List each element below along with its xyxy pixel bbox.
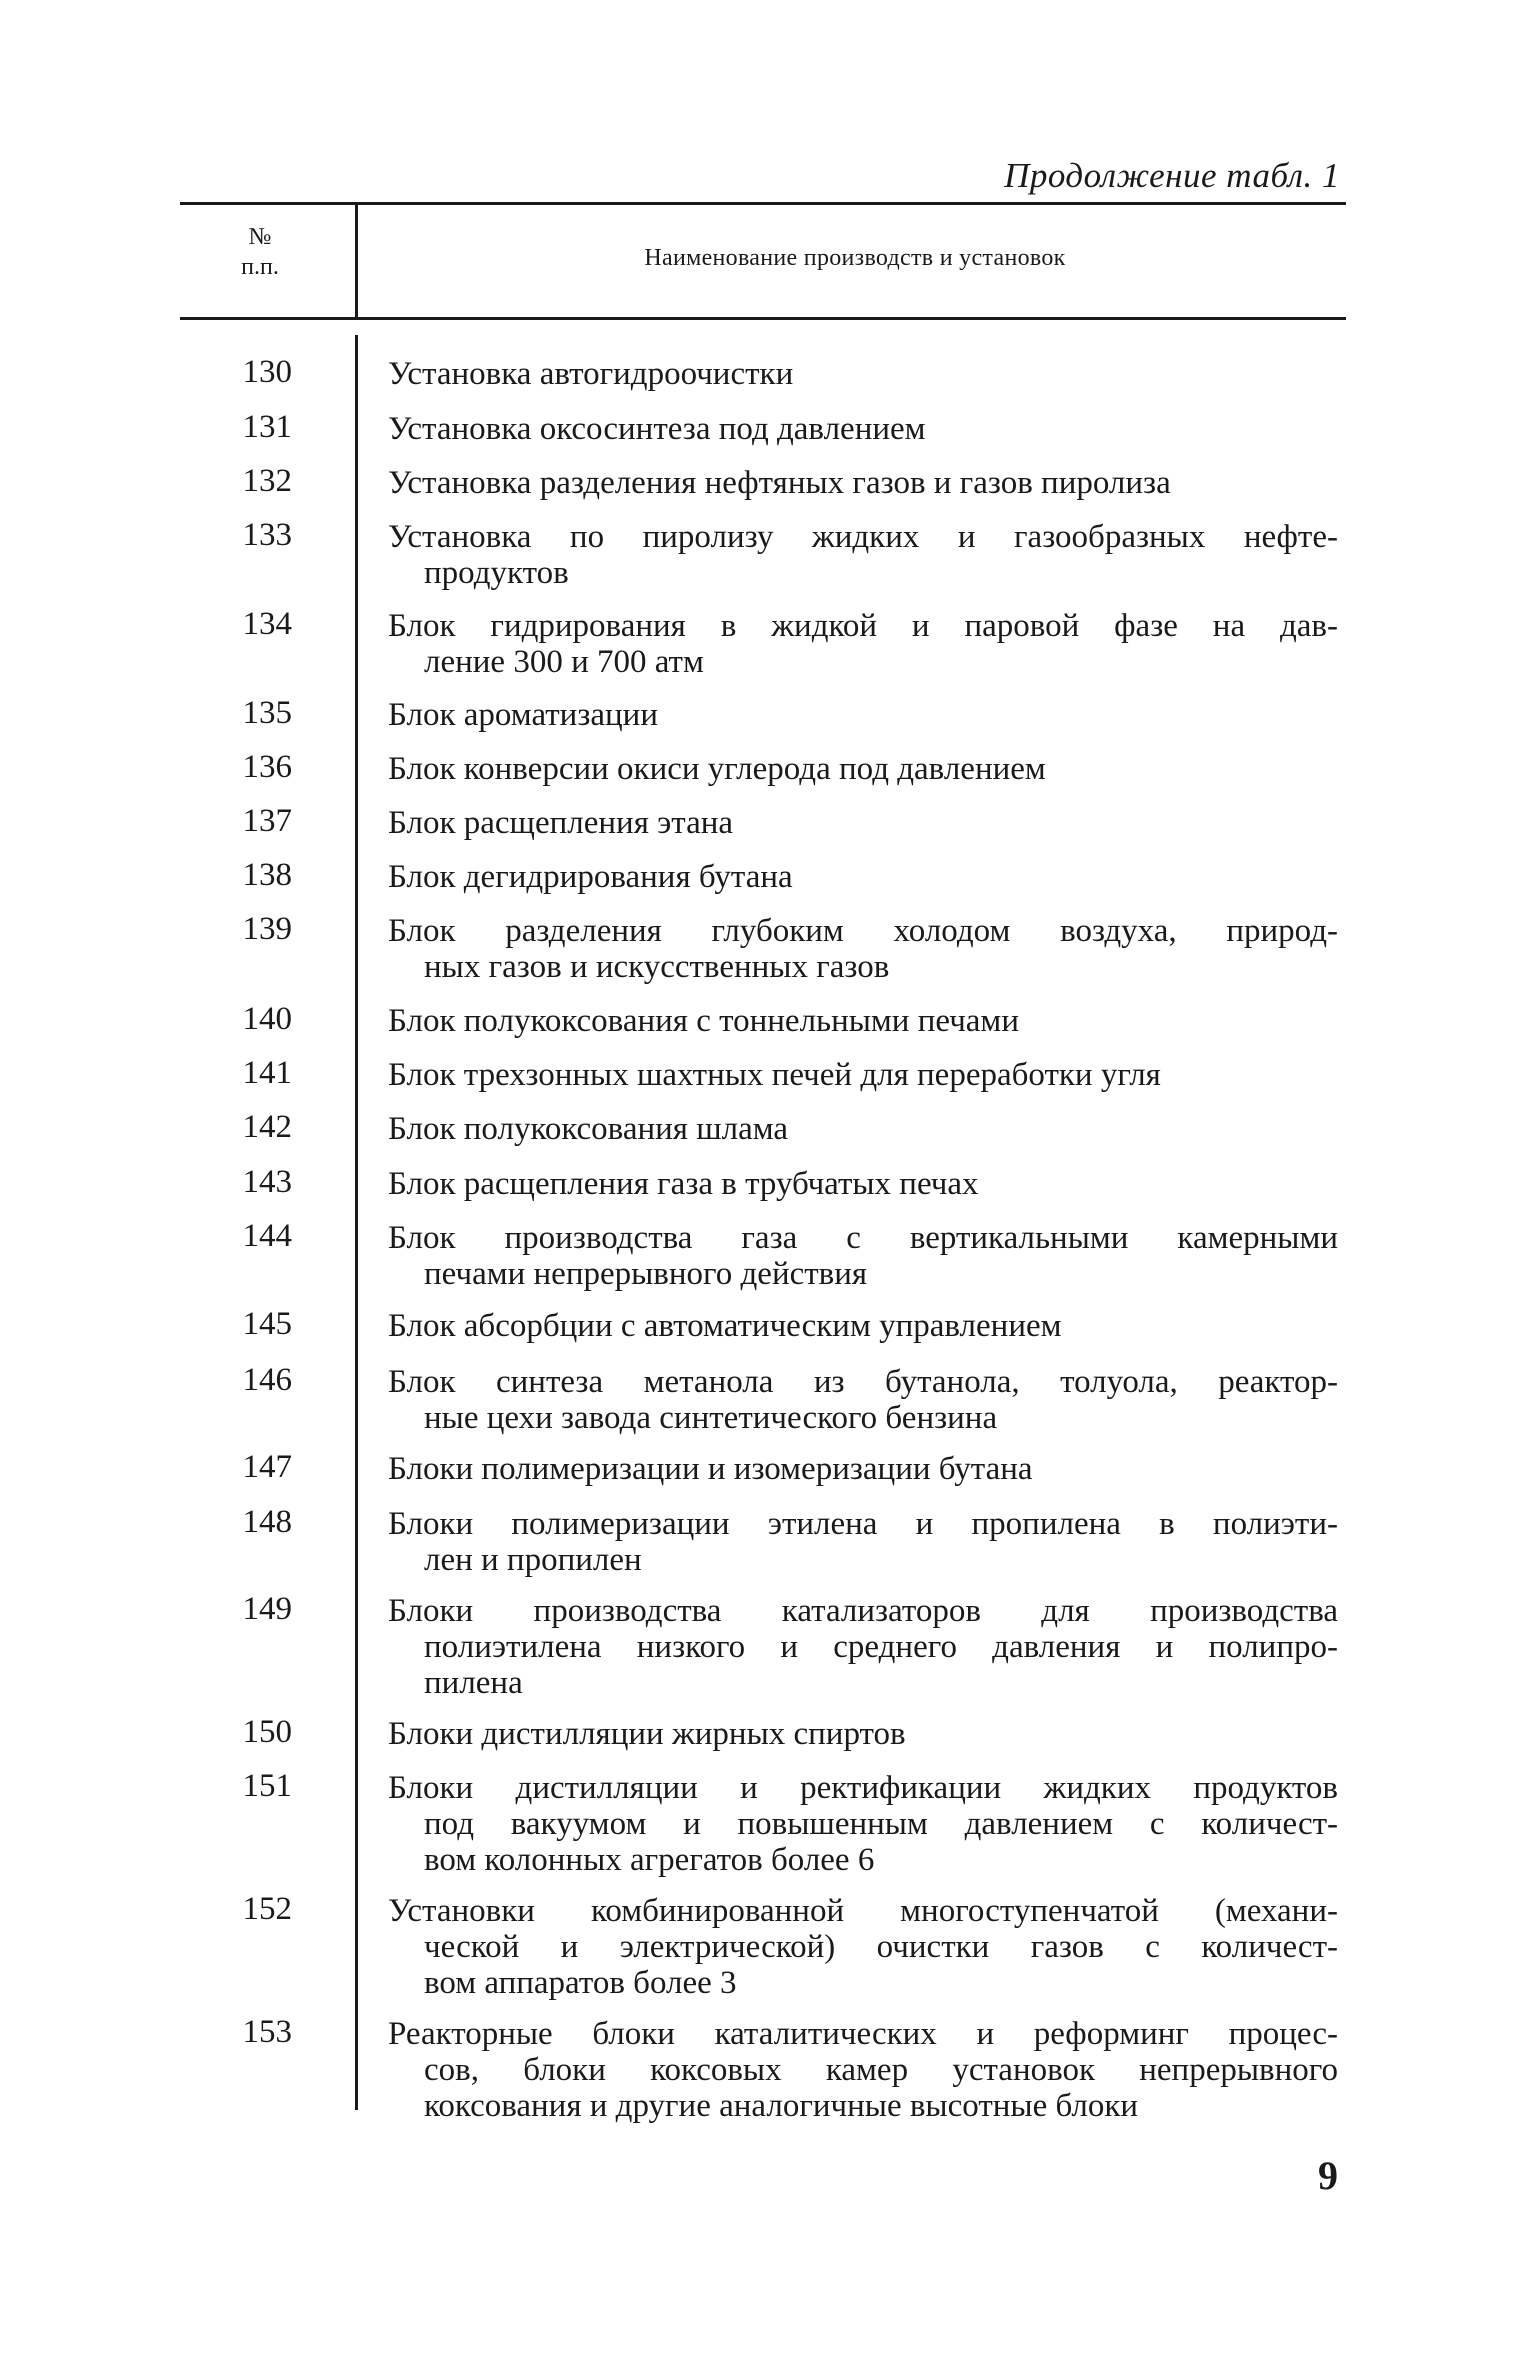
row-number: 144	[242, 1218, 292, 1254]
row-number: 137	[242, 803, 292, 839]
row-name-line: Блоки дистилляции и ректификации жидких продуктов	[388, 1770, 1338, 1806]
row-name-line: Установка оксосинтеза под давлением	[388, 411, 926, 447]
row-number: 130	[242, 354, 292, 390]
row-name	[388, 1166, 1338, 1202]
row-number: 153	[242, 2014, 292, 2050]
header-number-abbrev: п.п.	[241, 254, 279, 280]
row-name-continuation: коксования и другие аналогичные высотные блоки	[424, 2088, 1139, 2124]
row-name	[388, 465, 1338, 501]
row-name-line: Блок дегидрирования бутана	[388, 859, 793, 895]
row-number: 146	[242, 1362, 292, 1398]
row-number: 135	[242, 695, 292, 731]
row-name-line: Блок конверсии окиси углерода под давлением	[388, 751, 1046, 787]
row-name-line: Блок полукоксования с тоннельными печами	[388, 1003, 1019, 1039]
row-name-line: Блоки производства катализаторов для производства	[388, 1593, 1338, 1629]
row-name-line: Блок трехзонных шахтных печей для переработки угля	[388, 1057, 1161, 1093]
row-name-line: Установка по пиролизу жидких и газообразных нефте-	[388, 519, 1338, 555]
body-column-divider	[355, 335, 358, 2110]
row-name-line: Блок синтеза метанола из бутанола, толуола, реактор-	[388, 1364, 1338, 1400]
table-caption: Продолжение табл. 1	[1004, 156, 1340, 195]
row-name-line: Блоки полимеризации и изомеризации бутана	[388, 1451, 1033, 1487]
row-number: 143	[242, 1164, 292, 1200]
row-number: 134	[242, 606, 292, 642]
row-number: 133	[242, 517, 292, 553]
row-name	[388, 1451, 1338, 1487]
row-number: 136	[242, 749, 292, 785]
row-number: 147	[242, 1449, 292, 1485]
row-name-line: Блок гидрирования в жидкой и паровой фазе на дав-	[388, 608, 1338, 644]
row-name-line: Реакторные блоки каталитических и реформинг процес-	[388, 2016, 1338, 2052]
row-name	[388, 608, 1338, 680]
row-name	[388, 411, 1338, 447]
row-name-continuation: ных газов и искусственных газов	[424, 949, 890, 985]
row-name-continuation: сов, блоки коксовых камер установок непрерывного	[424, 2052, 1338, 2088]
row-name-line: Блоки дистилляции жирных спиртов	[388, 1716, 906, 1752]
row-number: 142	[242, 1109, 292, 1145]
row-name-continuation: полиэтилена низкого и среднего давления и полипро-	[424, 1629, 1338, 1665]
row-name-line: Блок абсорбции с автоматическим управлением	[388, 1308, 1062, 1344]
row-name-continuation: вом колонных агрегатов более 6	[424, 1842, 875, 1878]
row-number: 151	[242, 1768, 292, 1804]
row-name	[388, 805, 1338, 841]
row-number: 131	[242, 409, 292, 445]
header-column-divider	[355, 205, 358, 317]
row-name-continuation: лен и пропилен	[424, 1542, 642, 1578]
row-name-continuation: пилена	[424, 1665, 523, 1701]
row-name-continuation: ческой и электрической) очистки газов с количест-	[424, 1929, 1338, 1965]
row-name	[388, 1593, 1338, 1701]
row-number: 145	[242, 1306, 292, 1342]
row-name-line: Блок расщепления газа в трубчатых печах	[388, 1166, 979, 1202]
header-number-sign: №	[248, 224, 272, 250]
row-number: 132	[242, 463, 292, 499]
row-number: 149	[242, 1591, 292, 1627]
row-name	[388, 913, 1338, 985]
row-name-continuation: под вакуумом и повышенным давлением с количест-	[424, 1806, 1338, 1842]
row-name	[388, 1506, 1338, 1578]
row-name-line: Установка разделения нефтяных газов и газов пиролиза	[388, 465, 1171, 501]
row-name-line: Блок полукоксования шлама	[388, 1111, 789, 1147]
row-name-line: Блок разделения глубоким холодом воздуха, природ-	[388, 913, 1338, 949]
row-number: 138	[242, 857, 292, 893]
header-bottom-rule	[180, 317, 1346, 320]
row-name-line: Блоки полимеризации этилена и пропилена в полиэти-	[388, 1506, 1338, 1542]
row-name-line: Блок производства газа с вертикальными камерными	[388, 1220, 1338, 1256]
row-name	[388, 1893, 1338, 2001]
row-name	[388, 751, 1338, 787]
row-name-line: Блок ароматизации	[388, 697, 658, 733]
row-name-continuation: вом аппаратов более 3	[424, 1965, 737, 2001]
row-name	[388, 1003, 1338, 1039]
row-name	[388, 356, 1338, 392]
row-number: 139	[242, 911, 292, 947]
row-number: 152	[242, 1891, 292, 1927]
row-name	[388, 859, 1338, 895]
row-name-line: Установка автогидроочистки	[388, 356, 794, 392]
row-name	[388, 1770, 1338, 1878]
row-name-line: Блок расщепления этана	[388, 805, 734, 841]
row-name-continuation: ные цехи завода синтетического бензина	[424, 1400, 998, 1436]
row-name	[388, 2016, 1338, 2124]
row-name	[388, 1308, 1338, 1344]
row-number: 148	[242, 1504, 292, 1540]
row-name	[388, 697, 1338, 733]
row-name	[388, 1716, 1338, 1752]
page-number: 9	[1318, 2153, 1338, 2198]
row-name	[388, 1364, 1338, 1436]
row-name	[388, 1057, 1338, 1093]
row-name	[388, 519, 1338, 591]
row-number: 150	[242, 1714, 292, 1750]
row-name	[388, 1220, 1338, 1292]
header-name-column: Наименование производств и установок	[644, 245, 1066, 271]
header-number-column	[180, 222, 340, 282]
row-name	[388, 1111, 1338, 1147]
row-name-continuation: продуктов	[424, 555, 569, 591]
row-number: 141	[242, 1055, 292, 1091]
row-name-line: Установки комбинированной многоступенчатой (механи-	[388, 1893, 1338, 1929]
row-name-continuation: печами непрерывного действия	[424, 1256, 868, 1292]
row-name-continuation: ление 300 и 700 атм	[424, 644, 704, 680]
row-number: 140	[242, 1001, 292, 1037]
